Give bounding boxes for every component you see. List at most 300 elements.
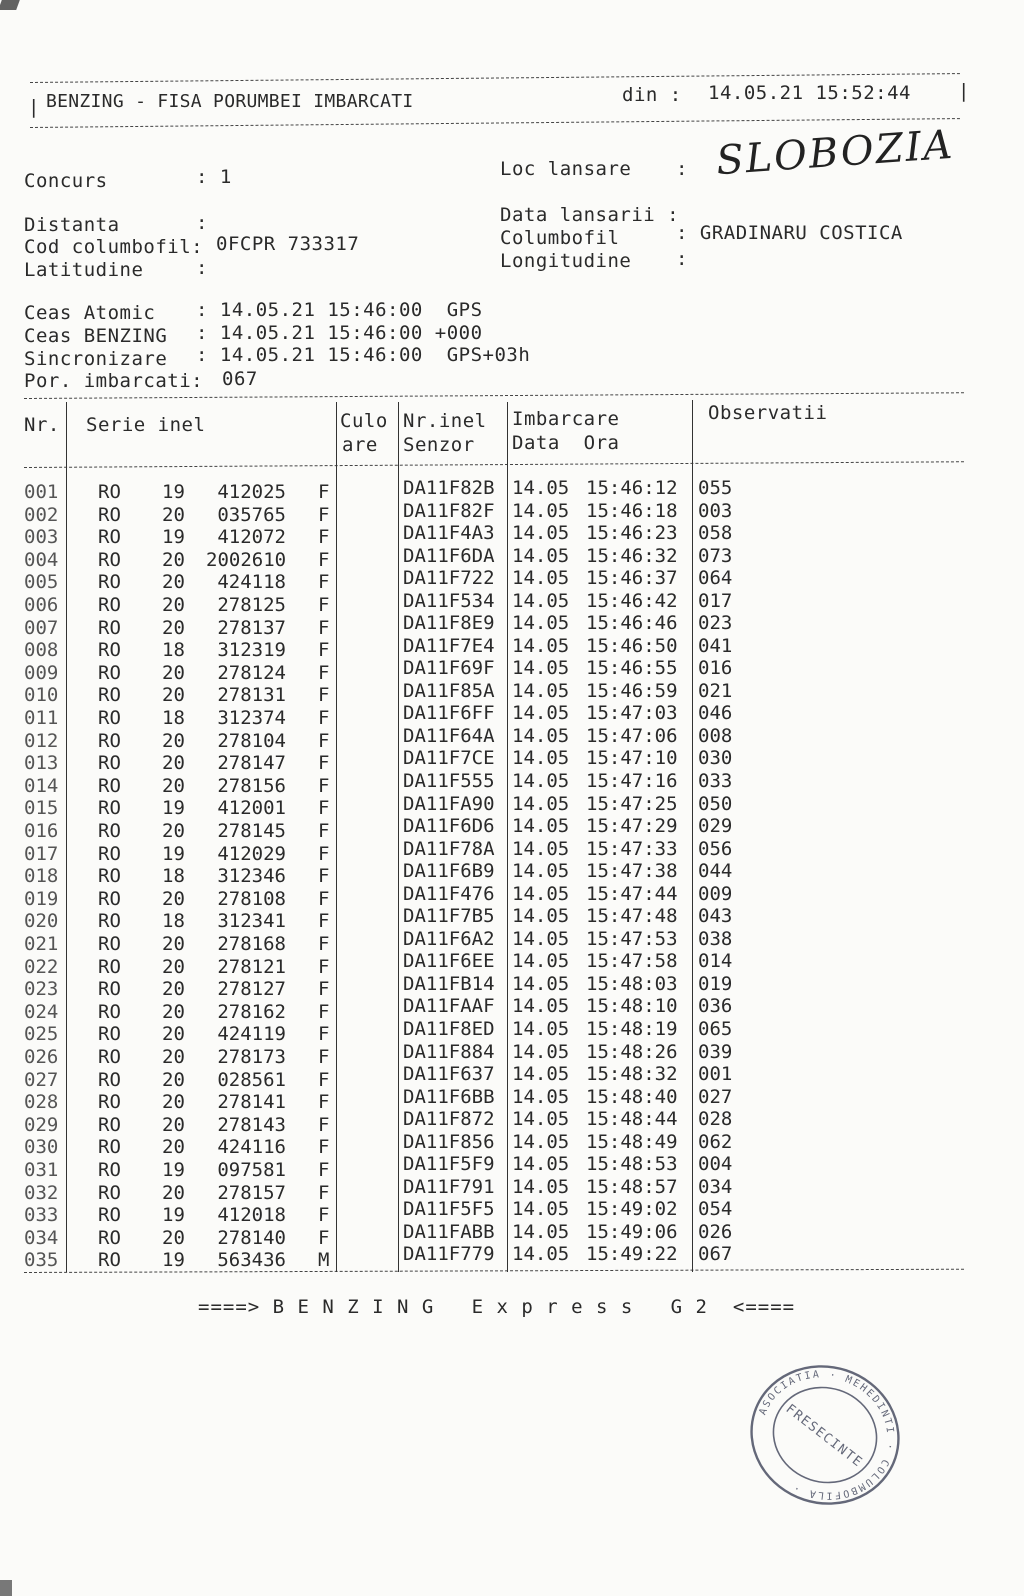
sensor-ring-id: DA11F69F xyxy=(403,657,495,680)
boarding-time: 15:49:06 xyxy=(586,1220,678,1243)
ring-number: 424119 xyxy=(217,1023,286,1046)
row-number: 035 xyxy=(24,1249,59,1272)
row-number: 032 xyxy=(24,1181,59,1204)
ring-country: RO xyxy=(98,910,121,933)
observation: 023 xyxy=(698,612,733,635)
sensor-ring-id: DA11F8E9 xyxy=(403,612,495,635)
columbofil-value: : GRADINARU COSTICA xyxy=(676,222,903,244)
observation: 033 xyxy=(698,770,733,793)
boarding-time: 15:47:58 xyxy=(586,950,678,973)
ceas-benzing-value: : 14.05.21 15:46:00 +000 xyxy=(196,322,483,344)
ring-country: RO xyxy=(98,820,121,842)
sensor-ring-id: DA11F872 xyxy=(403,1108,495,1131)
distanta-label: Distanta xyxy=(24,214,120,236)
sensor-ring-id: DA11F7B5 xyxy=(403,905,495,928)
ring-country: RO xyxy=(98,1181,121,1204)
row-number: 024 xyxy=(24,1000,59,1023)
observation: 055 xyxy=(698,477,733,499)
ring-year: 19 xyxy=(162,526,185,549)
ring-number: 278162 xyxy=(217,1000,286,1023)
columbofil-label: Columbofil xyxy=(500,227,620,249)
ring-number: 412018 xyxy=(217,1204,286,1227)
observation: 029 xyxy=(698,815,733,838)
banner-bottom-border xyxy=(30,118,960,128)
pigeon-sex: F xyxy=(318,774,330,797)
sensor-ring-id: DA11F5F5 xyxy=(403,1198,495,1221)
observation: 016 xyxy=(698,657,733,680)
boarding-time: 15:48:19 xyxy=(586,1017,678,1040)
svg-text:FRESECINTE: FRESECINTE xyxy=(782,1401,866,1471)
pigeon-sex: F xyxy=(318,729,330,752)
ring-country: RO xyxy=(98,933,121,955)
cod-columbofil-value: 0FCPR 733317 xyxy=(216,233,360,255)
row-number: 014 xyxy=(24,774,59,797)
ring-country: RO xyxy=(98,526,121,549)
boarding-time: 15:47:48 xyxy=(586,905,678,928)
boarding-date: 14.05 xyxy=(512,1153,570,1176)
ring-year: 20 xyxy=(162,933,185,955)
ring-country: RO xyxy=(98,481,121,503)
print-date-label: din : xyxy=(622,84,682,106)
ring-year: 20 xyxy=(162,661,185,684)
ring-year: 20 xyxy=(162,1000,185,1023)
scan-artifact-top xyxy=(0,0,20,10)
concurs-value: : 1 xyxy=(196,166,232,188)
pigeon-sex: F xyxy=(318,910,330,933)
boarding-date: 14.05 xyxy=(512,1063,570,1086)
header-imbarcare-1: Imbarcare xyxy=(512,408,620,430)
footer-brand: ====> B E N Z I N G E x p r e s s G 2 <==== xyxy=(198,1296,796,1318)
ring-number: 278141 xyxy=(217,1091,286,1114)
pigeon-sex: F xyxy=(318,481,330,503)
boarding-time: 15:47:53 xyxy=(586,927,678,950)
ring-number: 424116 xyxy=(217,1136,286,1159)
row-number: 025 xyxy=(24,1023,59,1046)
sensor-ring-id: DA11F7CE xyxy=(403,747,495,770)
row-number: 026 xyxy=(24,1046,59,1068)
ring-year: 19 xyxy=(162,1159,185,1181)
sensor-ring-id: DA11F856 xyxy=(403,1130,495,1153)
row-number: 010 xyxy=(24,684,59,707)
boarding-date: 14.05 xyxy=(512,1220,570,1243)
boarding-time: 15:46:55 xyxy=(586,657,678,680)
row-number: 019 xyxy=(24,887,59,910)
row-number: 030 xyxy=(24,1136,59,1159)
boarding-time: 15:46:50 xyxy=(586,634,678,657)
ring-year: 20 xyxy=(162,1113,185,1136)
observation: 009 xyxy=(698,882,733,905)
ring-country: RO xyxy=(98,729,121,752)
boarding-date: 14.05 xyxy=(512,815,570,838)
boarding-time: 15:49:02 xyxy=(586,1198,678,1221)
ring-year: 18 xyxy=(162,639,185,662)
table-row xyxy=(0,1243,1024,1272)
sensor-ring-id: DA11F85A xyxy=(403,679,495,702)
longitudine-value: : xyxy=(676,248,688,270)
pigeon-sex: F xyxy=(318,503,330,526)
boarding-date: 14.05 xyxy=(512,1243,570,1266)
ring-year: 20 xyxy=(162,752,185,775)
ring-year: 20 xyxy=(162,571,185,594)
boarding-date: 14.05 xyxy=(512,972,570,995)
svg-text:ASOCIATIA · MEHEDINTI · COLUMB: ASOCIATIA · MEHEDINTI · COLUMBOFILA · xyxy=(757,1369,896,1501)
pigeon-sex: F xyxy=(318,797,330,820)
header-serie-inel: Serie inel xyxy=(86,414,206,436)
sensor-ring-id: DA11F6A2 xyxy=(403,927,495,950)
data-lansarii-label: Data lansarii : xyxy=(500,204,680,226)
sensor-ring-id: DA11F779 xyxy=(403,1243,495,1266)
sensor-ring-id: DA11F6DA xyxy=(403,544,495,567)
observation: 021 xyxy=(698,679,733,702)
ring-year: 20 xyxy=(162,548,185,571)
sensor-ring-id: DA11F6B9 xyxy=(403,860,495,883)
boarding-time: 15:47:16 xyxy=(586,770,678,793)
pigeon-sex: F xyxy=(318,1136,330,1159)
row-number: 034 xyxy=(24,1226,59,1249)
row-number: 005 xyxy=(24,571,59,594)
row-number: 029 xyxy=(24,1113,59,1136)
boarding-time: 15:48:10 xyxy=(586,995,678,1018)
sensor-ring-id: DA11F78A xyxy=(403,837,495,860)
ring-number: 424118 xyxy=(217,571,286,594)
pigeon-sex: F xyxy=(318,707,330,729)
observation: 062 xyxy=(698,1130,733,1153)
observation: 073 xyxy=(698,544,733,567)
ring-country: RO xyxy=(98,1136,121,1159)
pigeon-sex: F xyxy=(318,684,330,707)
observation: 065 xyxy=(698,1017,733,1040)
boarding-date: 14.05 xyxy=(512,702,570,725)
porumbei-imbarcati-label: Por. imbarcati: xyxy=(24,370,204,392)
pigeon-sex: F xyxy=(318,1226,330,1249)
pigeon-sex: F xyxy=(318,526,330,549)
ring-country: RO xyxy=(98,842,121,865)
ring-year: 20 xyxy=(162,887,185,910)
latitudine-label: Latitudine xyxy=(24,259,144,281)
observation: 038 xyxy=(698,927,733,950)
row-number: 008 xyxy=(24,639,59,662)
boarding-date: 14.05 xyxy=(512,499,570,522)
row-number: 002 xyxy=(24,503,59,526)
sensor-ring-id: DA11F722 xyxy=(403,567,495,590)
observation: 044 xyxy=(698,860,733,883)
pigeon-sex: F xyxy=(318,639,330,662)
observation: 026 xyxy=(698,1220,733,1243)
ring-year: 19 xyxy=(162,797,185,820)
header-nr: Nr. xyxy=(24,414,60,436)
sensor-ring-id: DA11F6FF xyxy=(403,702,495,725)
ring-number: 278108 xyxy=(217,887,286,910)
ring-year: 20 xyxy=(162,594,185,616)
ring-year: 20 xyxy=(162,820,185,842)
ring-year: 20 xyxy=(162,1181,185,1204)
ring-number: 278156 xyxy=(217,774,286,797)
ring-country: RO xyxy=(98,1113,121,1136)
row-number: 004 xyxy=(24,548,59,571)
ring-number: 278124 xyxy=(217,661,286,684)
ceas-atomic-label: Ceas Atomic xyxy=(24,302,156,324)
ring-year: 18 xyxy=(162,865,185,888)
ring-country: RO xyxy=(98,594,121,616)
row-number: 006 xyxy=(24,594,59,616)
ring-country: RO xyxy=(98,707,121,729)
ring-year: 20 xyxy=(162,684,185,707)
ring-number: 035765 xyxy=(217,503,286,526)
pigeon-sex: F xyxy=(318,752,330,775)
ring-number: 278131 xyxy=(217,684,286,707)
observation: 027 xyxy=(698,1085,733,1108)
loc-lansare-colon: : xyxy=(676,158,688,180)
pigeon-sex: F xyxy=(318,1023,330,1046)
ring-number: 278137 xyxy=(217,616,286,639)
sensor-ring-id: DA11F8ED xyxy=(403,1017,495,1040)
ring-year: 20 xyxy=(162,774,185,797)
sensor-ring-id: DA11F7E4 xyxy=(403,634,495,657)
pigeon-sex: F xyxy=(318,1046,330,1068)
ring-number: 278121 xyxy=(217,955,286,978)
row-number: 027 xyxy=(24,1068,59,1091)
header-observatii: Observatii xyxy=(708,402,828,424)
ring-year: 18 xyxy=(162,910,185,933)
pigeon-sex: F xyxy=(318,1204,330,1227)
boarding-time: 15:47:44 xyxy=(586,882,678,905)
boarding-date: 14.05 xyxy=(512,724,570,747)
ring-year: 20 xyxy=(162,978,185,1001)
row-number: 016 xyxy=(24,820,59,842)
boarding-time: 15:47:38 xyxy=(586,860,678,883)
ring-country: RO xyxy=(98,1204,121,1227)
ring-country: RO xyxy=(98,1249,121,1272)
pigeon-sex: F xyxy=(318,594,330,616)
ring-country: RO xyxy=(98,752,121,775)
ring-country: RO xyxy=(98,1159,121,1181)
boarding-time: 15:46:42 xyxy=(586,589,678,612)
sincronizare-label: Sincronizare xyxy=(24,348,168,370)
boarding-date: 14.05 xyxy=(512,995,570,1018)
boarding-date: 14.05 xyxy=(512,950,570,973)
observation: 036 xyxy=(698,995,733,1018)
ring-number: 412025 xyxy=(217,481,286,503)
longitudine-label: Longitudine xyxy=(500,250,632,272)
boarding-date: 14.05 xyxy=(512,770,570,793)
observation: 001 xyxy=(698,1063,733,1086)
sensor-ring-id: DA11F5F9 xyxy=(403,1153,495,1176)
ring-year: 20 xyxy=(162,955,185,978)
pigeon-sex: F xyxy=(318,842,330,865)
ring-country: RO xyxy=(98,955,121,978)
observation: 043 xyxy=(698,905,733,928)
row-number: 003 xyxy=(24,526,59,549)
pigeon-sex: F xyxy=(318,820,330,842)
pigeon-sex: F xyxy=(318,1091,330,1114)
row-number: 020 xyxy=(24,910,59,933)
row-number: 011 xyxy=(24,707,59,729)
latitudine-value: : xyxy=(196,257,208,279)
row-number: 007 xyxy=(24,616,59,639)
ring-number: 028561 xyxy=(217,1068,286,1091)
boarding-time: 15:46:32 xyxy=(586,544,678,567)
sensor-ring-id: DA11FB14 xyxy=(403,972,495,995)
ring-number: 278127 xyxy=(217,978,286,1001)
ring-country: RO xyxy=(98,548,121,571)
ring-country: RO xyxy=(98,661,121,684)
boarding-date: 14.05 xyxy=(512,522,570,545)
boarding-date: 14.05 xyxy=(512,1040,570,1063)
ring-country: RO xyxy=(98,774,121,797)
ring-number: 278104 xyxy=(217,729,286,752)
pigeon-sex: F xyxy=(318,571,330,594)
ring-number: 278125 xyxy=(217,594,286,616)
observation: 034 xyxy=(698,1175,733,1198)
boarding-date: 14.05 xyxy=(512,1017,570,1040)
header-imbarcare-2: Data Ora xyxy=(512,432,620,454)
boarding-time: 15:47:03 xyxy=(586,702,678,725)
observation: 050 xyxy=(698,792,733,815)
boarding-date: 14.05 xyxy=(512,905,570,928)
ring-year: 20 xyxy=(162,1023,185,1046)
observation: 064 xyxy=(698,567,733,590)
ring-number: 412029 xyxy=(217,842,286,865)
boarding-date: 14.05 xyxy=(512,927,570,950)
boarding-time: 15:47:06 xyxy=(586,724,678,747)
boarding-date: 14.05 xyxy=(512,679,570,702)
porumbei-imbarcati-value: 067 xyxy=(222,368,258,390)
ring-number: 278157 xyxy=(217,1181,286,1204)
row-number: 013 xyxy=(24,752,59,775)
ceas-benzing-label: Ceas BENZING xyxy=(24,325,168,347)
boarding-time: 15:48:03 xyxy=(586,972,678,995)
observation: 017 xyxy=(698,589,733,612)
boarding-time: 15:46:18 xyxy=(586,499,678,522)
row-number: 012 xyxy=(24,729,59,752)
ring-year: 20 xyxy=(162,1136,185,1159)
sensor-ring-id: DA11F6D6 xyxy=(403,815,495,838)
association-stamp-icon xyxy=(746,1360,904,1510)
observation: 004 xyxy=(698,1153,733,1176)
boarding-date: 14.05 xyxy=(512,1175,570,1198)
ring-number: 563436 xyxy=(217,1249,286,1272)
banner-right-bar: | xyxy=(958,80,970,102)
ring-year: 20 xyxy=(162,729,185,752)
boarding-time: 15:46:46 xyxy=(586,612,678,635)
ring-country: RO xyxy=(98,1000,121,1023)
boarding-time: 15:48:44 xyxy=(586,1108,678,1131)
pigeon-sex: F xyxy=(318,1000,330,1023)
boarding-time: 15:48:57 xyxy=(586,1175,678,1198)
observation: 019 xyxy=(698,972,733,995)
ring-year: 19 xyxy=(162,1249,185,1272)
ring-country: RO xyxy=(98,887,121,910)
ring-number: 412072 xyxy=(217,526,286,549)
ceas-atomic-value: : 14.05.21 15:46:00 GPS xyxy=(196,299,483,321)
observation: 003 xyxy=(698,499,733,522)
boarding-date: 14.05 xyxy=(512,589,570,612)
row-number: 033 xyxy=(24,1204,59,1227)
observation: 058 xyxy=(698,522,733,545)
boarding-date: 14.05 xyxy=(512,612,570,635)
pigeon-sex: F xyxy=(318,616,330,639)
ring-country: RO xyxy=(98,571,121,594)
boarding-date: 14.05 xyxy=(512,634,570,657)
sincronizare-value: : 14.05.21 15:46:00 GPS+03h xyxy=(196,344,531,366)
ring-country: RO xyxy=(98,865,121,888)
boarding-date: 14.05 xyxy=(512,747,570,770)
observation: 046 xyxy=(698,702,733,725)
print-date-value: 14.05.21 15:52:44 xyxy=(708,82,911,104)
ring-country: RO xyxy=(98,978,121,1001)
observation: 008 xyxy=(698,724,733,747)
pigeon-sex: F xyxy=(318,865,330,888)
row-number: 023 xyxy=(24,978,59,1001)
pigeon-sex: F xyxy=(318,978,330,1001)
observation: 067 xyxy=(698,1243,733,1266)
ring-number: 278140 xyxy=(217,1226,286,1249)
table-header-bottom-border xyxy=(24,461,964,468)
ring-year: 20 xyxy=(162,1046,185,1068)
ring-year: 20 xyxy=(162,1068,185,1091)
ring-number: 278168 xyxy=(217,933,286,955)
row-number: 018 xyxy=(24,865,59,888)
row-number: 031 xyxy=(24,1159,59,1181)
pigeon-sex: M xyxy=(318,1249,330,1272)
boarding-date: 14.05 xyxy=(512,1085,570,1108)
banner-left-bar: | xyxy=(28,96,40,118)
boarding-time: 15:48:49 xyxy=(586,1130,678,1153)
sensor-ring-id: DA11FAAF xyxy=(403,995,495,1018)
ring-country: RO xyxy=(98,684,121,707)
ring-year: 19 xyxy=(162,842,185,865)
observation: 054 xyxy=(698,1198,733,1221)
row-number: 009 xyxy=(24,661,59,684)
header-nr-inel-1: Nr.inel xyxy=(403,410,487,432)
boarding-date: 14.05 xyxy=(512,544,570,567)
ring-country: RO xyxy=(98,1023,121,1046)
loc-lansare-label: Loc lansare xyxy=(500,158,632,180)
row-number: 028 xyxy=(24,1091,59,1114)
sensor-ring-id: DA11F82F xyxy=(403,499,495,522)
ring-number: 278145 xyxy=(217,820,286,842)
ring-number: 312341 xyxy=(217,910,286,933)
scan-artifact-bottom xyxy=(0,1580,12,1596)
sensor-ring-id: DA11FA90 xyxy=(403,792,495,815)
row-number: 017 xyxy=(24,842,59,865)
pigeon-sex: F xyxy=(318,933,330,955)
ring-country: RO xyxy=(98,616,121,639)
observation: 039 xyxy=(698,1040,733,1063)
sensor-ring-id: DA11F555 xyxy=(403,770,495,793)
sensor-ring-id: DA11F884 xyxy=(403,1040,495,1063)
pigeon-sex: F xyxy=(318,887,330,910)
boarding-date: 14.05 xyxy=(512,567,570,590)
ring-number: 097581 xyxy=(217,1159,286,1181)
concurs-label: Concurs xyxy=(24,170,108,192)
ring-number: 312319 xyxy=(217,639,286,662)
ring-country: RO xyxy=(98,503,121,526)
ring-country: RO xyxy=(98,1091,121,1114)
ring-year: 20 xyxy=(162,616,185,639)
sensor-ring-id: DA11F791 xyxy=(403,1175,495,1198)
ring-year: 20 xyxy=(162,1226,185,1249)
boarding-time: 15:48:32 xyxy=(586,1063,678,1086)
pigeon-sex: F xyxy=(318,1113,330,1136)
boarding-date: 14.05 xyxy=(512,477,570,499)
ring-country: RO xyxy=(98,797,121,820)
pigeon-sex: F xyxy=(318,1181,330,1204)
row-number: 001 xyxy=(24,481,59,503)
sensor-ring-id: DA11F476 xyxy=(403,882,495,905)
boarding-date: 14.05 xyxy=(512,882,570,905)
ring-number: 412001 xyxy=(217,797,286,820)
